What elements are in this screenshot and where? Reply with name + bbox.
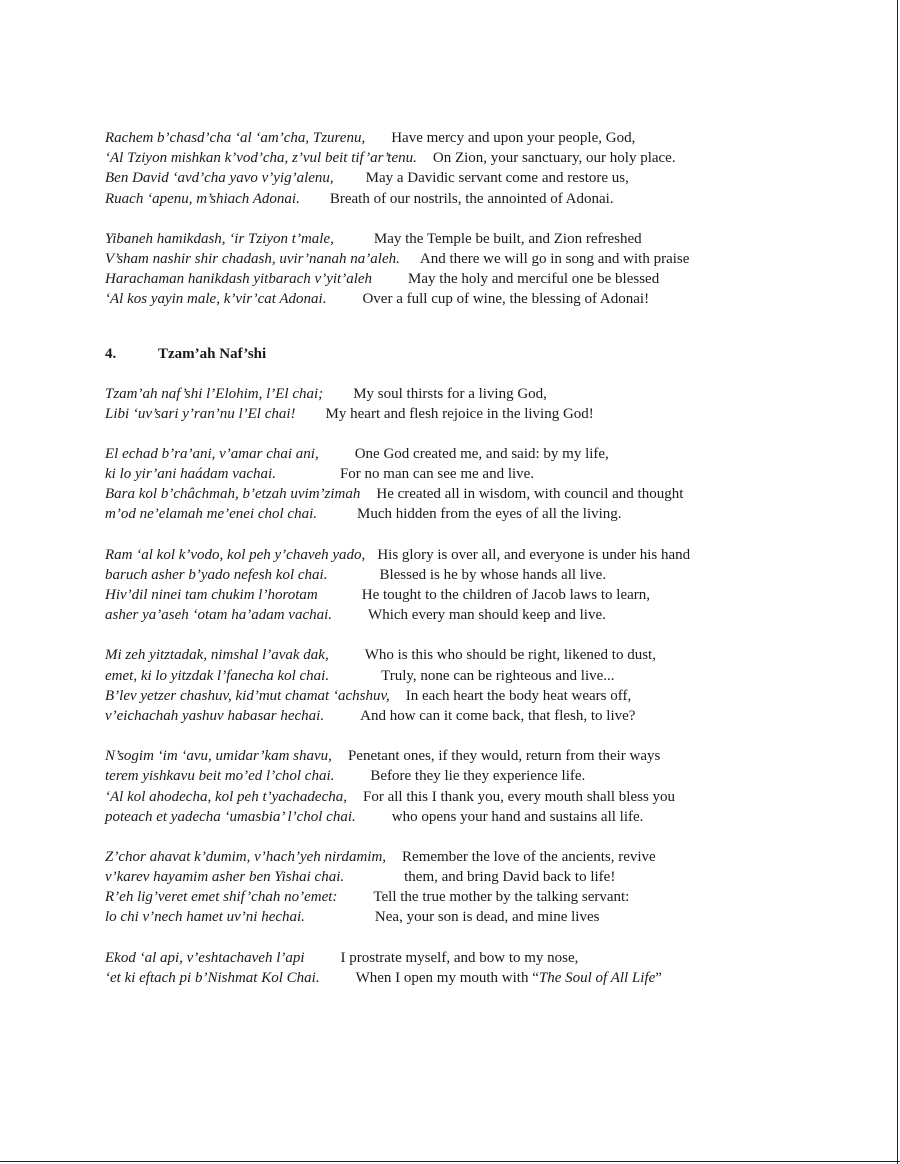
verse-line [105,249,885,269]
hebrew-text: baruch asher b’yado nefesh kol chai. [105,566,328,583]
verse-line [105,484,885,504]
hebrew-text: emet, ki lo yitzdak l’fanecha kol chai. [105,667,330,684]
verse-line [105,504,885,524]
english-text: Nea, your son is dead, and mine lives [374,909,600,926]
hebrew-text: v’karev hayamim asher ben Yishai chai. [105,869,345,886]
english-text: Remember the love of the ancients, revive [402,848,656,865]
section-heading [105,344,885,364]
verse-line [105,168,885,188]
hebrew-text: m’od ne’elamah me’enei chol chai. [105,506,318,523]
hebrew-text: N’sogim ‘im ‘avu, umidar’kam shavu, [105,748,332,765]
english-text [356,970,662,986]
hebrew-text: ‘Al Tziyon mishkan k’vod’cha, z’vul beit tif’ar’tenu. [105,150,417,167]
verse-line [105,746,885,766]
hebrew-text: Rachem b’chasd’cha ‘al ‘am’cha, Tzurenu, [105,130,366,146]
english-text: Have mercy and upon your people, God, [391,130,636,146]
hebrew-text: v’eichachah yashuv habasar hechai. [105,707,325,724]
verse-line [105,189,885,209]
hebrew-text: Ekod ‘al api, v’eshtachaveh l’api [105,949,305,966]
hebrew-text: asher ya’aseh ‘otam ha’adam vachai. [105,607,333,624]
english-text: And how can it come back, that flesh, to live? [360,707,636,724]
document-page [105,118,885,988]
verse-line [105,545,885,565]
verse-line [105,605,885,625]
hebrew-text: Ben David ‘avd’cha yavo v’yig’alenu, [105,170,334,187]
english-text: Breath of our nostrils, the annointed of Adonai. [329,190,614,207]
hebrew-text: ‘Al kos yayin male, k’vir’cat Adonai. [105,291,327,308]
verse-line [105,645,885,665]
verse-line [105,907,885,927]
verse-line [105,887,885,907]
english-text: Truly, none can be righteous and live... [381,667,615,684]
verse-line [105,706,885,726]
verse-line [105,787,885,807]
section-title: Tzam’ah Naf’shi [158,345,267,362]
hebrew-text: ki lo yir’ani haádam vachai. [105,466,276,483]
english-text: Tell the true mother by the talking servant: [373,889,630,906]
hebrew-text: Tzam’ah naf’shi l’Elohim, l’El chai; [105,385,324,402]
english-text: In each heart the body heat wears off, [405,687,632,704]
hebrew-text: R’eh lig’veret emet shif’chah no’emet: [105,889,338,906]
poem-stanza [105,545,885,626]
hebrew-text: V’sham nashir shir chadash, uvir’nanah na’aleh. [105,250,400,267]
english-text: Much hidden from the eyes of all the living. [357,506,622,523]
hebrew-text: Bara kol b’châchmah, b’etzah uvim’zimah [105,486,361,503]
poem-stanza [105,948,885,988]
english-text: Over a full cup of wine, the blessing of Adonai! [362,291,650,308]
verse-line [105,766,885,786]
verse-line [105,229,885,249]
english-text: On Zion, your sanctuary, our holy place. [432,150,676,167]
page-edge-bottom [0,1161,900,1162]
english-text: Who is this who should be right, likened to dust, [364,647,656,664]
verse-line [105,269,885,289]
poem-stanza [105,847,885,928]
hebrew-text: Yibaneh hamikdash, ‘ir Tziyon t’male, [105,230,334,247]
english-text: who opens your hand and sustains all life. [391,808,644,825]
english-text: them, and bring David back to life! [404,869,616,886]
english-text: Blessed is he by whose hands all live. [379,566,607,583]
poem-stanza [105,645,885,726]
verse-line [105,128,885,148]
verse-line [105,585,885,605]
poem-stanza [105,384,885,424]
english-text: Which every man should keep and live. [368,607,606,624]
english-text: For no man can see me and live. [339,466,535,483]
hebrew-text: ‘Al kol ahodecha, kol peh t’yachadecha, [105,788,347,805]
hebrew-text: Harachaman hanikdash yitbarach v’yit’aleh [105,271,373,288]
hebrew-text: terem yishkavu beit mo’ed l’chol chai. [105,768,335,785]
prelude-stanza [105,128,885,209]
english-text: And there we will go in song and with praise [419,250,690,267]
hebrew-text: Z’chor ahavat k’dumim, v’hach’yeh nirdamim, [105,848,387,865]
english-text-tail: ” [655,969,662,986]
verse-line [105,807,885,827]
english-text: May the Temple be built, and Zion refreshed [373,230,642,247]
hebrew-text: B’lev yetzer chashuv, kid’mut chamat ‘achshuv, [105,687,390,704]
verse-line [105,847,885,867]
english-text: I prostrate myself, and bow to my nose, [340,949,579,966]
hebrew-text: El echad b’ra’ani, v’amar chai ani, [105,445,319,462]
english-text: For all this I thank you, every mouth shall bless you [363,788,676,805]
english-text: He tought to the children of Jacob laws to learn, [361,587,651,603]
english-text: His glory is over all, and everyone is under his hand [377,546,691,563]
section-number: 4. [105,345,117,362]
verse-line [105,444,885,464]
english-text: May the holy and merciful one be blessed [408,271,660,288]
hebrew-text: Hiv’dil ninei tam chukim l’horotam [105,587,318,603]
verse-line [105,464,885,484]
verse-line [105,289,885,309]
verse-line [105,968,885,988]
english-text: One God created me, and said: by my life, [354,445,609,462]
verse-line [105,148,885,168]
verse-line [105,686,885,706]
english-text-lead: When I open my mouth with “ [355,969,539,986]
hebrew-text: poteach et yadecha ‘umasbia’ l’chol chai. [105,808,356,825]
hebrew-text: Ruach ‘apenu, m’shiach Adonai. [105,190,300,207]
verse-line [105,565,885,585]
english-text: Before they lie they experience life. [370,768,586,785]
poem-stanza [105,444,885,525]
poem-stanza [105,746,885,827]
hebrew-text: ‘et ki eftach pi b’Nishmat Kol Chai. [105,969,320,986]
hebrew-text: Libi ‘uv’sari y’ran’nu l’El chai! [105,405,296,422]
verse-line [105,867,885,887]
hebrew-text: lo chi v’nech hamet uv’ni hechai. [105,909,305,926]
english-text-italic: The Soul of All Life [538,969,656,986]
verse-line [105,404,885,424]
hebrew-text: Ram ‘al kol k’vodo, kol peh y’chaveh yado, [105,546,366,563]
page-edge-right [897,0,898,1164]
prelude-stanza [105,229,885,310]
english-text: He created all in wisdom, with council and thought [376,486,684,503]
verse-line [105,948,885,968]
english-text: May a Davidic servant come and restore us, [365,170,629,187]
english-text: My heart and flesh rejoice in the living God! [325,405,594,422]
english-text: My soul thirsts for a living God, [353,385,547,402]
english-text: Penetant ones, if they would, return from their ways [347,748,661,765]
hebrew-text: Mi zeh yitztadak, nimshal l’avak dak, [105,647,329,664]
verse-line [105,666,885,686]
verse-line [105,384,885,404]
